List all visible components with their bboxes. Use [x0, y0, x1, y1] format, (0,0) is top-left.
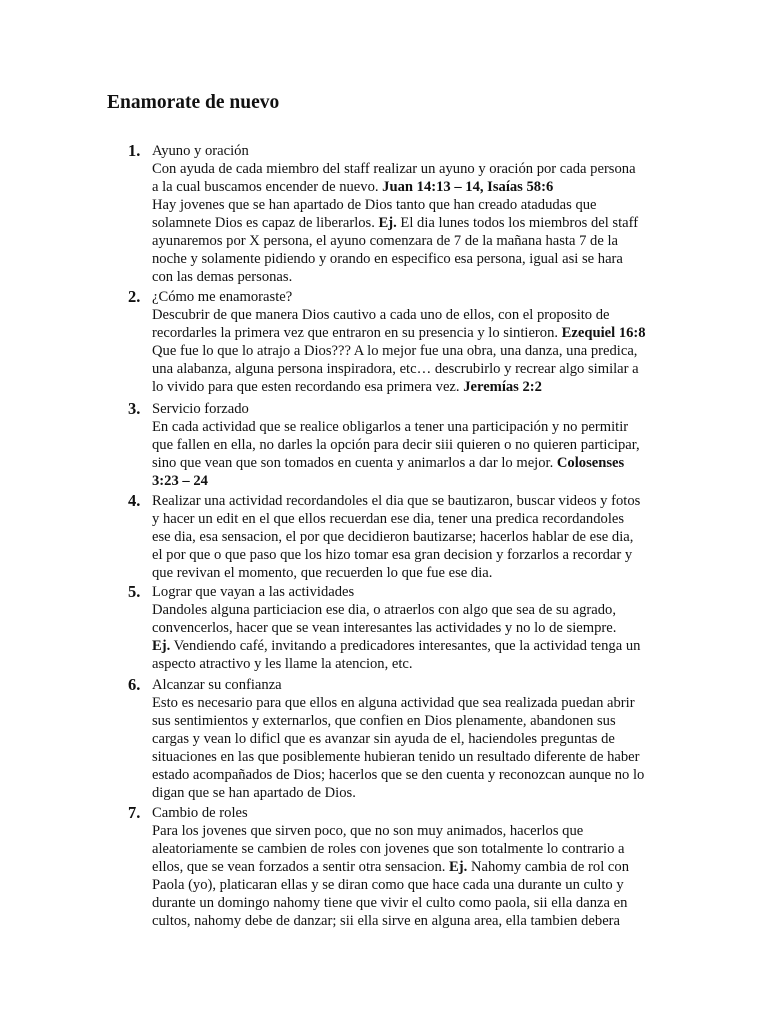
- text-run: ¿Cómo me enamoraste?: [152, 289, 293, 305]
- text-run: durante un domingo nahomy tiene que vivir el culto como paola, sii ella danza en: [152, 895, 628, 911]
- text-line: [152, 196, 672, 214]
- list-item-text: [152, 676, 672, 802]
- text-run: ellos, que se vean forzados a sentir otra sensacion.: [152, 859, 450, 875]
- text-run: el por que o que paso que los hizo tomar esa gran decision y forzarlos a recordar y: [152, 547, 633, 563]
- text-line: [152, 454, 672, 472]
- bold-text: Ej.: [378, 215, 397, 231]
- text-run: Dandoles alguna particiacion ese dia, o atraerlos con algo que sea de su agrado,: [152, 602, 616, 618]
- list-item-heading-line: [152, 676, 672, 694]
- text-run: estado acompañados de Dios; hacerlos que se den cuenta y reconozcan aunque no lo: [152, 767, 645, 783]
- bold-text: Jeremías 2:2: [463, 379, 542, 395]
- text-run: ese dia, esa sensacion, el por que decidieron bautizarse; hacerlos hablar de ese dia,: [152, 529, 634, 545]
- text-run: Descubrir de que manera Dios cautivo a cada uno de ellos, con el proposito de: [152, 307, 610, 323]
- list-item-number: 2.: [128, 287, 141, 306]
- text-line: [152, 324, 672, 342]
- list-item-number: 6.: [128, 675, 141, 694]
- text-line: [152, 214, 672, 232]
- document-title: Enamorate de nuevo: [107, 92, 280, 113]
- text-line: [152, 250, 672, 268]
- text-run: Cambio de roles: [152, 805, 248, 821]
- text-line: [152, 601, 672, 619]
- text-line: [152, 178, 672, 196]
- text-run: que fallen en ella, no darles la opción para decir siii quieren o no quieren participar,: [152, 437, 640, 453]
- text-run: que revivan el momento, que recuerden lo que fue ese dia.: [152, 565, 493, 581]
- text-line: [152, 840, 672, 858]
- text-run: con las demas personas.: [152, 269, 293, 285]
- text-line: [152, 528, 672, 546]
- text-run: y hacer un edit en el que ellos recuerdan ese dia, tener una predica recordandoles: [152, 511, 625, 527]
- text-line: [152, 894, 672, 912]
- list-item-heading-line: [152, 142, 672, 160]
- text-run: digan que se han apartado de Dios.: [152, 785, 356, 801]
- text-run: Para los jovenes que sirven poco, que no son muy animados, hacerlos que: [152, 823, 584, 839]
- text-run: noche y solamente pidiendo y orando en especifico esa persona, igual asi se hara: [152, 251, 623, 267]
- text-line: [152, 637, 672, 655]
- text-run: El dia lunes todos los miembros del staff: [396, 215, 639, 231]
- list-item-text: [152, 142, 672, 286]
- text-run: lo vivido para que esten recordando esa primera vez.: [152, 379, 464, 395]
- list-item-number: 7.: [128, 803, 141, 822]
- text-run: Nahomy cambia de rol con: [467, 859, 629, 875]
- text-line: [152, 436, 672, 454]
- text-run: Lograr que vayan a las actividades: [152, 584, 355, 600]
- text-run: aspecto atractivo y les llame la atencion, etc.: [152, 656, 413, 672]
- list-item-text: [152, 288, 672, 396]
- text-line: [152, 712, 672, 730]
- text-run: ayunaremos por X persona, el ayuno comenzara de 7 de la mañana hasta 7 de la: [152, 233, 618, 249]
- list-item-heading-line: [152, 400, 672, 418]
- list-item-number: 4.: [128, 491, 141, 510]
- text-line: [152, 378, 672, 396]
- text-run: Que fue lo que lo atrajo a Dios??? A lo mejor fue una obra, una danza, una predica,: [152, 343, 638, 359]
- text-run: Ayuno y oración: [152, 143, 249, 159]
- text-line: [152, 822, 672, 840]
- text-run: Con ayuda de cada miembro del staff realizar un ayuno y oración por cada persona: [152, 161, 636, 177]
- bold-text: Ej.: [449, 859, 468, 875]
- text-line: [152, 876, 672, 894]
- list-item-number: 5.: [128, 582, 141, 601]
- text-run: a la cual buscamos encender de nuevo.: [152, 179, 383, 195]
- bold-text: Ej.: [152, 638, 171, 654]
- text-line: [152, 160, 672, 178]
- bold-text: Juan 14:13 – 14, Isaías 58:6: [382, 179, 554, 195]
- list-item-text: [152, 804, 672, 930]
- text-run: aleatoriamente se cambien de roles con jovenes que son totalmente lo contrario a: [152, 841, 625, 857]
- text-run: Esto es necesario para que ellos en alguna actividad que sea realizada puedan abrir: [152, 695, 635, 711]
- bold-text: Colosenses: [556, 455, 625, 471]
- text-run: Servicio forzado: [152, 401, 249, 417]
- text-line: [152, 232, 672, 250]
- text-line: [152, 912, 672, 930]
- list-item-number: 3.: [128, 399, 141, 418]
- list-item-text: [152, 583, 672, 673]
- text-run: recordarles la primera vez que entraron en su presencia y lo sintieron.: [152, 325, 562, 341]
- text-line: [152, 546, 672, 564]
- text-line: [152, 342, 672, 360]
- text-run: Alcanzar su confianza: [152, 677, 282, 693]
- text-run: Hay jovenes que se han apartado de Dios tanto que han creado atadudas que: [152, 197, 597, 213]
- list-item-heading-line: [152, 288, 672, 306]
- text-line: [152, 418, 672, 436]
- text-line: [152, 510, 672, 528]
- list-item-heading-line: [152, 492, 672, 510]
- text-line: [152, 766, 672, 784]
- text-line: [152, 748, 672, 766]
- text-line: [152, 268, 672, 286]
- list-item-heading-line: [152, 583, 672, 601]
- text-run: sus sentimientos y externarlos, que confien en Dios plenamente, abandonen sus: [152, 713, 616, 729]
- text-line: [152, 858, 672, 876]
- list-item-heading-line: [152, 804, 672, 822]
- text-run: sino que vean que son tomados en cuenta y animarlos a dar lo mejor.: [152, 455, 557, 471]
- list-item-text: [152, 492, 672, 582]
- text-run: convencerlos, hacer que se vean interesantes las actividades y no lo de siempre.: [152, 620, 617, 636]
- text-run: una alabanza, alguna persona inspiradora, etc… descrubirlo y recrear algo similar a: [152, 361, 639, 377]
- text-run: En cada actividad que se realice obligarlos a tener una participación y no permitir: [152, 419, 629, 435]
- text-line: [152, 784, 672, 802]
- text-line: [152, 694, 672, 712]
- text-run: cultos, nahomy debe de danzar; sii ella sirve en alguna area, ella tambien debera: [152, 913, 621, 929]
- text-run: Realizar una actividad recordandoles el dia que se bautizaron, buscar videos y fotos: [152, 493, 641, 509]
- text-line: [152, 564, 672, 582]
- text-line: [152, 472, 672, 490]
- list-item-text: [152, 400, 672, 490]
- list-item-number: 1.: [128, 141, 141, 160]
- text-run: Vendiendo café, invitando a predicadores interesantes, que la actividad tenga un: [170, 638, 641, 654]
- bold-text: Ezequiel 16:8: [561, 325, 646, 341]
- text-run: Paola (yo), platicaran ellas y se diran como que hace cada una durante un culto y: [152, 877, 624, 893]
- text-line: [152, 306, 672, 324]
- text-run: situaciones en las que posiblemente hubieran tenido un resultado diferente de haber: [152, 749, 640, 765]
- text-run: cargas y vean lo dificl que es avanzar sin ayuda de el, haciendoles preguntas de: [152, 731, 615, 747]
- text-run: solamnete Dios es capaz de liberarlos.: [152, 215, 379, 231]
- text-line: [152, 360, 672, 378]
- bold-text: 3:23 – 24: [152, 473, 208, 489]
- text-line: [152, 730, 672, 748]
- text-line: [152, 655, 672, 673]
- text-line: [152, 619, 672, 637]
